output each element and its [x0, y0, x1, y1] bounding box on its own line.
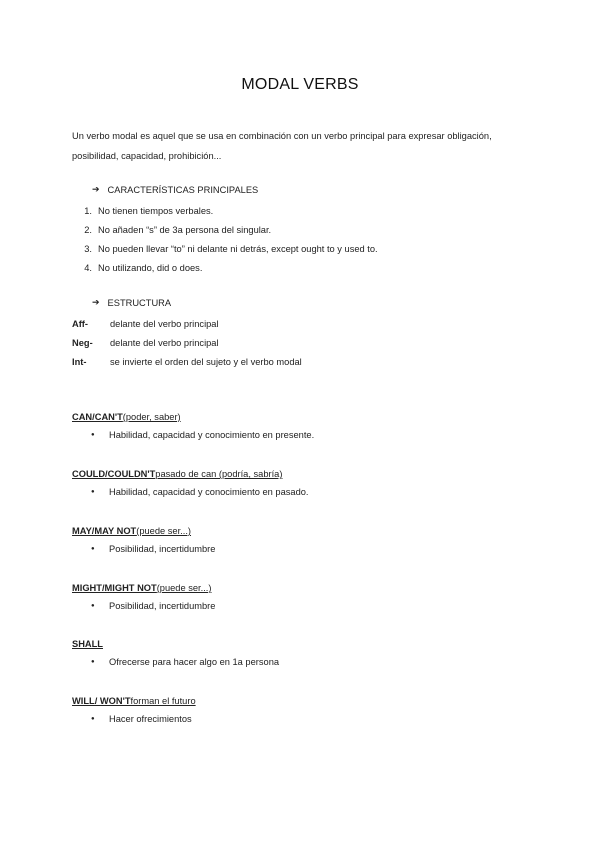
modal-bullet-text: Posibilidad, incertidumbre [109, 544, 216, 554]
bullet-icon: ● [91, 659, 95, 665]
modal-heading [72, 465, 309, 483]
modal-bullet-text: Habilidad, capacidad y conocimiento en presente. [109, 430, 315, 440]
modal-section-will [72, 692, 196, 728]
list-text: No utilizando, did o does. [98, 262, 203, 273]
modal-heading [72, 408, 314, 426]
modal-name: MAY/MAY NOT [72, 526, 137, 536]
list-item [72, 201, 378, 220]
list-item [72, 239, 378, 258]
modal-section-might [72, 579, 215, 615]
modal-heading [72, 635, 279, 653]
list-text: No tienen tiempos verbales. [98, 205, 214, 216]
bullet-icon: ● [91, 432, 95, 438]
estructura-label: Int- [72, 356, 87, 367]
modal-heading [72, 692, 196, 710]
arrow-right-icon: ➔ [92, 297, 100, 307]
estructura-row [72, 314, 302, 333]
estructura-heading [92, 297, 171, 308]
estructura-text: se invierte el orden del sujeto y el verbo modal [110, 356, 302, 367]
list-number: 1. [84, 205, 92, 216]
list-item [91, 483, 309, 501]
modal-name: WILL/ WON'T [72, 696, 131, 706]
list-item [91, 710, 196, 728]
modal-note: (puede ser...) [136, 526, 192, 536]
bullet-icon: ● [91, 489, 95, 495]
modal-section-could [72, 465, 309, 501]
modal-bullet-text: Ofrecerse para hacer algo en 1a persona [109, 657, 280, 667]
estructura-label: Neg- [72, 337, 93, 348]
list-text: No pueden llevar “to” ni delante ni detrás, except ought to y used to. [98, 243, 378, 254]
modal-heading [72, 522, 215, 540]
page-title: MODAL VERBS [241, 76, 359, 93]
estructura-label: Aff- [72, 318, 89, 329]
arrow-right-icon: ➔ [92, 184, 100, 194]
list-number: 3. [84, 243, 92, 254]
modal-note: (poder, saber) [122, 412, 181, 422]
estructura-heading-label: ESTRUCTURA [107, 297, 172, 308]
modal-heading [72, 579, 215, 597]
list-number: 4. [84, 262, 92, 273]
modal-bullet-text: Habilidad, capacidad y conocimiento en pasado. [109, 487, 309, 497]
modal-section-may [72, 522, 215, 558]
modal-bullet-text: Hacer ofrecimientos [109, 714, 192, 724]
list-item [91, 426, 314, 444]
list-text: No añaden “s” de 3a persona del singular. [98, 224, 272, 235]
modal-name: MIGHT/MIGHT NOT [72, 583, 157, 593]
estructura-text: delante del verbo principal [110, 318, 219, 329]
list-item [72, 258, 378, 277]
modal-name: SHALL [72, 639, 103, 649]
list-item [91, 540, 215, 558]
estructura-text: delante del verbo principal [110, 337, 219, 348]
bullet-icon: ● [91, 603, 95, 609]
list-item [72, 220, 378, 239]
modal-name: CAN/CAN'T [72, 412, 123, 422]
intro-paragraph: Un verbo modal es aquel que se usa en combinación con un verbo principal para expresar obligación, posibilidad, capacidad, prohibición... [72, 131, 492, 161]
list-item [91, 597, 215, 615]
estructura-list [72, 314, 302, 371]
caracteristicas-heading-label: CARACTERÍSTICAS PRINCIPALES [107, 184, 259, 195]
caracteristicas-list [72, 201, 378, 277]
modal-section-shall [72, 635, 279, 671]
modal-note: forman el futuro [130, 696, 196, 706]
modal-bullet-text: Posibilidad, incertidumbre [109, 601, 216, 611]
estructura-row [72, 352, 302, 371]
list-number: 2. [84, 224, 92, 235]
list-item [91, 653, 279, 671]
modal-note: pasado de can (podría, sabría) [155, 469, 283, 479]
modal-name: COULD/COULDN'T [72, 469, 156, 479]
bullet-icon: ● [91, 546, 95, 552]
bullet-icon: ● [91, 716, 95, 722]
modal-note: (puede ser...) [156, 583, 212, 593]
caracteristicas-heading [92, 184, 258, 195]
modal-section-can [72, 408, 314, 444]
estructura-row [72, 333, 302, 352]
